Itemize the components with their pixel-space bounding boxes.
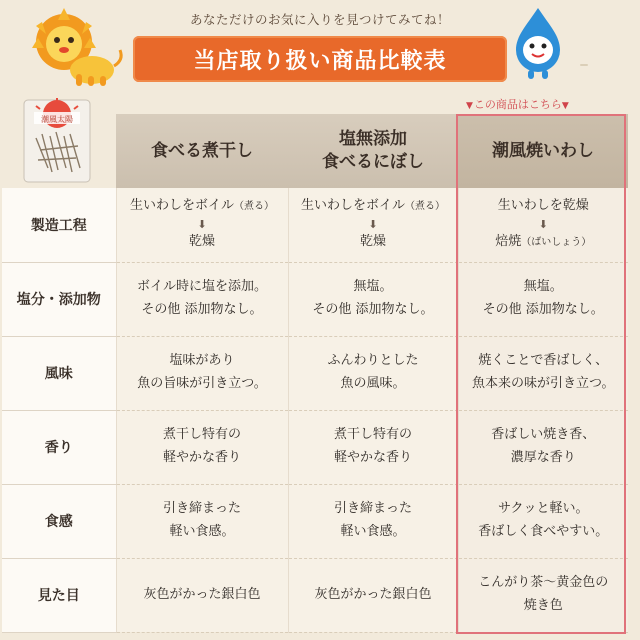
cell-line: 魚の風味。 — [340, 376, 406, 391]
table-cell — [288, 558, 458, 632]
cell-line: 煮干し特有の — [333, 427, 412, 443]
column-header-highlighted — [458, 114, 628, 188]
column-header-line: 食べるにぼし — [322, 152, 424, 172]
table-cell — [116, 484, 288, 558]
process-step-bottom: 乾燥 — [188, 234, 215, 250]
cell-line: 軽い食感。 — [340, 524, 406, 539]
table-row — [2, 558, 638, 632]
comparison-table — [2, 114, 638, 633]
cell-line: ボイル時に塩を添加。 — [136, 279, 267, 295]
column-header — [116, 114, 288, 188]
process-step-top: 生いわしを乾燥 — [497, 198, 589, 214]
process-note: （ばいしょう） — [521, 237, 592, 249]
process-text: 生いわしをボイル — [300, 198, 405, 214]
process-step-top — [117, 195, 288, 218]
table-cell-highlighted — [458, 558, 628, 632]
table-cell — [288, 188, 458, 262]
cell-line: 香ばしい焼き香、 — [491, 427, 596, 443]
table-row — [2, 336, 638, 410]
triangle-down-icon: ▼ — [561, 101, 569, 111]
table-cell — [116, 188, 288, 262]
cell-line: 無塩。 — [353, 279, 393, 295]
cell-line: 引き締まった — [162, 501, 241, 517]
table-cell — [288, 484, 458, 558]
table-row — [2, 484, 638, 558]
cell-line: ふんわりとした — [327, 353, 419, 369]
process-text: 焙焼 — [495, 234, 522, 250]
cell-line: 軽い食感。 — [169, 524, 235, 539]
table-cell-highlighted — [458, 188, 628, 262]
arrow-down-icon: ⬇ — [538, 218, 548, 232]
cell-line: その他 添加物なし。 — [482, 302, 604, 317]
table-cell — [116, 410, 288, 484]
table-cell — [288, 336, 458, 410]
cell-line: 濃厚な香り — [510, 450, 576, 465]
table-cell — [116, 262, 288, 336]
row-label: 製造工程 — [2, 188, 116, 262]
table-cell-highlighted — [458, 336, 628, 410]
paper-fleck — [580, 64, 588, 66]
table-cell — [288, 410, 458, 484]
cell-line: 灰色がかった銀白色 — [314, 586, 432, 602]
arrow-down-icon: ⬇ — [197, 218, 207, 232]
cell-line: 魚の旨味が引き立つ。 — [137, 376, 267, 391]
cell-line: こんがり茶〜黄金色の — [478, 575, 609, 591]
table-cell-highlighted — [458, 262, 628, 336]
cell-line: 灰色がかった銀白色 — [143, 586, 261, 602]
table-row — [2, 410, 638, 484]
column-header-line: 潮風焼いわし — [492, 140, 594, 161]
header-subtitle: あなただけのお気に入りを見つけてみてね！ — [189, 12, 450, 27]
this-product-label — [466, 96, 616, 112]
cell-line: 軽やかな香り — [162, 450, 241, 465]
cell-line: 煮干し特有の — [162, 427, 241, 443]
process-step-bottom: 乾燥 — [359, 234, 386, 250]
row-label: 見た目 — [2, 558, 116, 632]
table-cell — [116, 558, 288, 632]
cell-line: その他 添加物なし。 — [141, 302, 263, 317]
pick-label-text: この商品はこちら — [473, 98, 562, 111]
page-title-banner: 当店取り扱い商品比較表 — [133, 36, 507, 82]
lion-mascot-icon — [30, 8, 126, 88]
table-row — [2, 188, 638, 262]
column-header-line: 塩無添加 — [339, 129, 407, 150]
table-cell — [116, 336, 288, 410]
row-label: 香り — [2, 410, 116, 484]
table-header-row — [2, 114, 638, 188]
process-step-bottom — [459, 231, 629, 254]
table-cell-highlighted — [458, 484, 628, 558]
column-header — [288, 114, 458, 188]
row-label: 塩分・添加物 — [2, 262, 116, 336]
process-note: （煮る） — [405, 201, 445, 213]
package-label: 潮風太陽 — [41, 115, 73, 124]
row-label: 食感 — [2, 484, 116, 558]
cell-line: サクッと軽い。 — [498, 501, 589, 517]
cell-line: 魚本来の味が引き立つ。 — [472, 376, 615, 391]
table-row — [2, 262, 638, 336]
cell-line: 焼き色 — [523, 598, 563, 613]
cell-line: 焼くことで香ばしく、 — [478, 353, 609, 369]
cell-line: 塩味があり — [169, 353, 235, 369]
water-drop-mascot-icon — [508, 6, 568, 80]
cell-line: 無塩。 — [523, 279, 563, 295]
column-header-line: 食べる煮干し — [151, 140, 253, 161]
arrow-down-icon: ⬇ — [368, 218, 378, 232]
process-text: 生いわしをボイル — [129, 198, 234, 214]
cell-line: 香ばしく食べやすい。 — [478, 524, 609, 539]
table-spacer — [628, 114, 638, 188]
row-label: 風味 — [2, 336, 116, 410]
process-note: （煮る） — [234, 201, 274, 213]
table-cell-highlighted — [458, 410, 628, 484]
cell-line: その他 添加物なし。 — [312, 302, 434, 317]
triangle-down-icon: ▼ — [466, 101, 473, 111]
cell-line: 引き締まった — [333, 501, 412, 517]
table-cell — [288, 262, 458, 336]
product-package-image — [22, 98, 92, 184]
cell-line: 軽やかな香り — [333, 450, 412, 465]
process-step-top — [289, 195, 458, 218]
